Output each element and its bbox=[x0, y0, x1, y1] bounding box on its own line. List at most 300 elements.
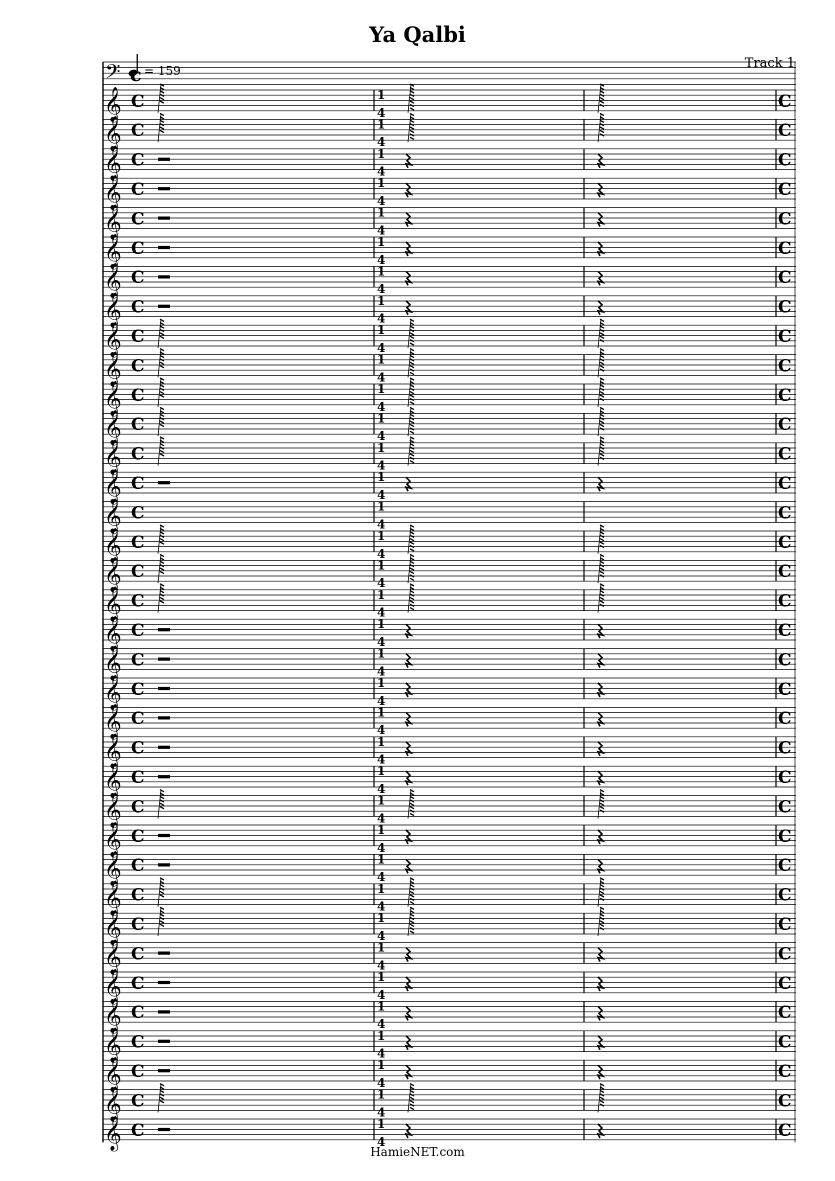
quarter-rest bbox=[406, 213, 411, 227]
note-flag bbox=[160, 454, 164, 456]
treble-clef-icon: 𝄞 bbox=[104, 410, 122, 446]
quarter-rest bbox=[598, 830, 603, 844]
note-flag bbox=[160, 1101, 164, 1103]
time-signature-top: 1 bbox=[377, 499, 386, 514]
time-signature: C bbox=[131, 1003, 145, 1024]
time-signature: C bbox=[131, 532, 145, 553]
time-signature-top: 1 bbox=[377, 705, 386, 720]
whole-rest bbox=[158, 481, 170, 484]
treble-clef-icon: 𝄞 bbox=[104, 674, 122, 710]
whole-rest bbox=[158, 952, 170, 955]
time-signature-top: 1 bbox=[377, 352, 386, 367]
treble-clef-icon: 𝄞 bbox=[104, 263, 122, 299]
note-flag bbox=[600, 450, 604, 452]
note-flag bbox=[410, 395, 414, 397]
quarter-rest bbox=[598, 183, 603, 197]
quarter-rest bbox=[406, 242, 411, 256]
quarter-rest bbox=[598, 977, 603, 991]
time-signature: C bbox=[778, 885, 792, 906]
time-signature: C bbox=[778, 915, 792, 935]
time-signature-bottom: 4 bbox=[377, 164, 386, 179]
treble-clef-icon: 𝄞 bbox=[104, 439, 122, 475]
note-flag bbox=[160, 891, 164, 893]
note-flag bbox=[160, 392, 164, 394]
time-signature: C bbox=[778, 1062, 792, 1082]
time-signature: C bbox=[778, 180, 792, 200]
time-signature: C bbox=[131, 415, 145, 436]
treble-clef-icon: 𝄞 bbox=[104, 616, 122, 651]
time-signature: C bbox=[778, 679, 792, 700]
time-signature: C bbox=[778, 562, 792, 583]
time-signature: C bbox=[778, 209, 792, 230]
whole-rest bbox=[158, 1069, 170, 1072]
time-signature: C bbox=[778, 385, 792, 406]
note-flag bbox=[410, 392, 414, 394]
time-signature-top: 1 bbox=[377, 235, 386, 249]
time-signature-top: 1 bbox=[377, 440, 386, 455]
whole-rest bbox=[158, 746, 170, 749]
quarter-rest bbox=[406, 742, 411, 756]
whole-rest bbox=[158, 275, 170, 278]
time-signature: C bbox=[778, 1003, 792, 1024]
time-signature: C bbox=[778, 1032, 792, 1053]
note-flag bbox=[160, 921, 164, 923]
treble-clef-icon: 𝄞 bbox=[104, 322, 122, 357]
time-signature: C bbox=[778, 709, 792, 730]
quarter-rest bbox=[598, 683, 603, 697]
treble-clef-icon: 𝄞 bbox=[104, 527, 122, 563]
time-signature-top: 1 bbox=[377, 411, 386, 426]
time-signature-bottom: 4 bbox=[377, 811, 386, 826]
note-flag bbox=[600, 454, 604, 456]
time-signature-bottom: 4 bbox=[377, 605, 386, 620]
time-signature-top: 1 bbox=[377, 293, 386, 308]
treble-clef-icon: 𝄞 bbox=[104, 704, 122, 740]
time-signature: C bbox=[778, 356, 792, 377]
treble-clef-icon: 𝄞 bbox=[104, 821, 122, 857]
treble-clef-icon: 𝄞 bbox=[104, 498, 122, 534]
whole-rest bbox=[158, 305, 170, 308]
time-signature-top: 1 bbox=[377, 764, 386, 779]
time-signature: C bbox=[131, 444, 145, 465]
quarter-rest bbox=[598, 948, 603, 962]
note-flag bbox=[600, 421, 604, 423]
note-flag bbox=[160, 568, 164, 570]
note-flag bbox=[600, 803, 604, 805]
note-flag bbox=[410, 450, 414, 452]
time-signature: c bbox=[130, 64, 142, 86]
time-signature: C bbox=[131, 327, 145, 347]
treble-clef-icon: 𝄞 bbox=[104, 380, 122, 416]
time-signature: C bbox=[131, 180, 145, 200]
note-flag bbox=[410, 336, 414, 338]
whole-rest bbox=[158, 1040, 170, 1043]
note-flag bbox=[410, 333, 414, 335]
time-signature-bottom: 4 bbox=[377, 635, 386, 649]
quarter-rest bbox=[598, 154, 603, 168]
time-signature: C bbox=[131, 797, 145, 818]
note-flag bbox=[600, 101, 604, 103]
quarter-rest bbox=[406, 1006, 411, 1020]
time-signature: C bbox=[131, 503, 145, 524]
time-signature: C bbox=[131, 1032, 145, 1053]
quarter-rest bbox=[406, 624, 411, 638]
note-flag bbox=[410, 366, 414, 368]
note-flag bbox=[410, 461, 414, 463]
note-flag bbox=[410, 137, 414, 139]
note-flag bbox=[410, 578, 414, 580]
note-flag bbox=[410, 542, 414, 544]
quarter-rest bbox=[406, 1124, 411, 1138]
time-signature-bottom: 4 bbox=[377, 1017, 386, 1032]
time-signature-top: 1 bbox=[377, 734, 386, 749]
quarter-rest bbox=[406, 771, 411, 785]
time-signature: C bbox=[778, 532, 792, 553]
whole-rest bbox=[158, 658, 170, 661]
quarter-rest bbox=[598, 654, 603, 668]
note-flag bbox=[410, 1097, 414, 1099]
time-signature: C bbox=[778, 826, 792, 847]
quarter-rest bbox=[406, 859, 411, 873]
note-flag bbox=[600, 895, 604, 897]
note-flag bbox=[410, 601, 414, 603]
note-flag bbox=[160, 336, 164, 338]
time-signature-top: 1 bbox=[377, 676, 386, 690]
time-signature: C bbox=[778, 650, 792, 671]
note-flag bbox=[410, 454, 414, 456]
treble-clef-icon: 𝄞 bbox=[104, 939, 122, 975]
treble-clef-icon: 𝄞 bbox=[104, 1086, 122, 1122]
time-signature: C bbox=[131, 591, 145, 612]
note-flag bbox=[160, 1097, 164, 1099]
time-signature-top: 1 bbox=[377, 617, 386, 632]
time-signature: C bbox=[778, 121, 792, 142]
quarter-rest bbox=[406, 154, 411, 168]
note-flag bbox=[160, 571, 164, 573]
time-signature-top: 1 bbox=[377, 970, 386, 984]
time-signature-top: 1 bbox=[377, 587, 386, 602]
time-signature-top: 1 bbox=[377, 1058, 386, 1073]
treble-clef-icon: 𝄞 bbox=[104, 733, 122, 769]
time-signature-top: 1 bbox=[377, 558, 386, 573]
page-title: Ya Qalbi bbox=[369, 22, 466, 47]
time-signature: C bbox=[131, 915, 145, 935]
time-signature: C bbox=[778, 474, 792, 494]
time-signature: C bbox=[131, 768, 145, 788]
note-flag bbox=[410, 101, 414, 103]
note-flag bbox=[410, 608, 414, 610]
quarter-rest bbox=[598, 1036, 603, 1050]
time-signature-top: 1 bbox=[377, 323, 386, 338]
bass-clef-icon: 𝄢 bbox=[105, 60, 121, 88]
time-signature-bottom: 4 bbox=[377, 223, 386, 238]
whole-rest bbox=[158, 628, 170, 631]
note-flag bbox=[600, 130, 604, 132]
time-signature: C bbox=[778, 738, 792, 759]
note-flag bbox=[410, 424, 414, 426]
time-signature-top: 1 bbox=[377, 382, 386, 396]
treble-clef-icon: 𝄞 bbox=[104, 763, 122, 798]
note-flag bbox=[600, 362, 604, 364]
whole-rest bbox=[158, 158, 170, 161]
time-signature: C bbox=[778, 621, 792, 641]
time-signature-bottom: 4 bbox=[377, 282, 386, 297]
time-signature-top: 1 bbox=[377, 646, 386, 661]
quarter-rest bbox=[406, 183, 411, 197]
treble-clef-icon: 𝄞 bbox=[104, 586, 122, 622]
whole-rest bbox=[158, 1128, 170, 1131]
note-flag bbox=[160, 424, 164, 426]
treble-clef-icon: 𝄞 bbox=[104, 116, 122, 152]
time-signature: C bbox=[131, 679, 145, 700]
quarter-rest bbox=[598, 1124, 603, 1138]
time-signature: C bbox=[131, 562, 145, 583]
time-signature: C bbox=[131, 650, 145, 671]
whole-rest bbox=[158, 1010, 170, 1013]
note-flag bbox=[410, 921, 414, 923]
time-signature: C bbox=[131, 738, 145, 759]
note-flag bbox=[600, 1101, 604, 1103]
note-flag bbox=[160, 421, 164, 423]
note-flag bbox=[410, 421, 414, 423]
time-signature-top: 1 bbox=[377, 470, 386, 485]
note-flag bbox=[410, 130, 414, 132]
quarter-rest bbox=[598, 301, 603, 315]
time-signature-bottom: 4 bbox=[377, 370, 386, 385]
time-signature-bottom: 4 bbox=[377, 1076, 386, 1090]
time-signature: C bbox=[778, 973, 792, 994]
whole-rest bbox=[158, 863, 170, 866]
track-label: Track 1 bbox=[744, 56, 795, 71]
time-signature-top: 1 bbox=[377, 793, 386, 808]
note-flag bbox=[410, 127, 414, 129]
note-flag bbox=[600, 921, 604, 923]
note-flag bbox=[160, 362, 164, 364]
quarter-rest bbox=[406, 683, 411, 697]
note-flag bbox=[600, 392, 604, 394]
note-flag bbox=[410, 813, 414, 815]
time-signature: C bbox=[131, 856, 145, 877]
time-signature-bottom: 4 bbox=[377, 1105, 386, 1120]
time-signature-bottom: 4 bbox=[377, 1134, 386, 1149]
time-signature-top: 1 bbox=[377, 852, 386, 867]
time-signature-bottom: 4 bbox=[377, 517, 386, 532]
time-signature: C bbox=[131, 973, 145, 994]
time-signature: C bbox=[778, 150, 792, 171]
quarter-rest bbox=[598, 742, 603, 756]
note-flag bbox=[410, 931, 414, 933]
time-signature-top: 1 bbox=[377, 911, 386, 926]
note-flag bbox=[410, 924, 414, 926]
quarter-rest bbox=[406, 712, 411, 726]
note-flag bbox=[600, 98, 604, 100]
treble-clef-icon: 𝄞 bbox=[104, 851, 122, 887]
time-signature: C bbox=[778, 297, 792, 318]
time-signature-top: 1 bbox=[377, 264, 386, 279]
note-flag bbox=[410, 362, 414, 364]
time-signature-bottom: 4 bbox=[377, 341, 386, 355]
time-signature: C bbox=[778, 856, 792, 877]
treble-clef-icon: 𝄞 bbox=[104, 86, 122, 122]
note-flag bbox=[410, 891, 414, 893]
note-flag bbox=[600, 807, 604, 809]
quarter-rest bbox=[406, 477, 411, 491]
note-flag bbox=[160, 803, 164, 805]
note-flag bbox=[160, 101, 164, 103]
time-signature: C bbox=[131, 1120, 145, 1141]
time-signature: C bbox=[778, 327, 792, 347]
time-signature: C bbox=[778, 91, 792, 112]
treble-clef-icon: 𝄞 bbox=[104, 557, 122, 593]
note-flag bbox=[160, 450, 164, 452]
note-flag bbox=[410, 98, 414, 100]
note-flag bbox=[160, 924, 164, 926]
treble-clef-icon: 𝄞 bbox=[104, 1027, 122, 1063]
time-signature-top: 1 bbox=[377, 940, 386, 955]
note-flag bbox=[600, 568, 604, 570]
note-flag bbox=[410, 902, 414, 904]
time-signature-top: 1 bbox=[377, 823, 386, 837]
time-signature-top: 1 bbox=[377, 146, 386, 161]
whole-rest bbox=[158, 187, 170, 190]
note-flag bbox=[600, 571, 604, 573]
time-signature-top: 1 bbox=[377, 88, 386, 102]
time-signature: C bbox=[131, 91, 145, 112]
note-flag bbox=[600, 1097, 604, 1099]
time-signature: C bbox=[778, 1120, 792, 1141]
treble-clef-icon: 𝄞 bbox=[104, 233, 122, 269]
note-flag bbox=[410, 549, 414, 551]
treble-clef-icon: 𝄞 bbox=[104, 1115, 122, 1151]
quarter-rest bbox=[598, 271, 603, 285]
whole-rest bbox=[158, 775, 170, 778]
time-signature-bottom: 4 bbox=[377, 399, 386, 414]
quarter-rest bbox=[406, 301, 411, 315]
note-flag bbox=[600, 333, 604, 335]
time-signature-bottom: 4 bbox=[377, 105, 386, 120]
time-signature: C bbox=[131, 268, 145, 289]
time-signature-bottom: 4 bbox=[377, 429, 386, 444]
time-signature-bottom: 4 bbox=[377, 664, 386, 679]
time-signature-bottom: 4 bbox=[377, 488, 386, 502]
note-flag bbox=[160, 333, 164, 335]
note-flag bbox=[160, 539, 164, 541]
time-signature: C bbox=[131, 885, 145, 906]
time-signature-bottom: 4 bbox=[377, 194, 386, 208]
time-signature-bottom: 4 bbox=[377, 311, 386, 326]
time-signature-top: 1 bbox=[377, 1028, 386, 1043]
time-signature-top: 1 bbox=[377, 999, 386, 1014]
time-signature-bottom: 4 bbox=[377, 458, 386, 473]
note-flag bbox=[410, 539, 414, 541]
time-signature: C bbox=[131, 826, 145, 847]
note-flag bbox=[160, 366, 164, 368]
note-flag bbox=[410, 372, 414, 374]
quarter-rest bbox=[406, 271, 411, 285]
quarter-rest bbox=[598, 859, 603, 873]
note-flag bbox=[600, 924, 604, 926]
note-flag bbox=[410, 1101, 414, 1103]
treble-clef-icon: 𝄞 bbox=[104, 145, 122, 181]
note-flag bbox=[600, 542, 604, 544]
note-flag bbox=[600, 601, 604, 603]
treble-clef-icon: 𝄞 bbox=[104, 880, 122, 916]
treble-clef-icon: 𝄞 bbox=[104, 292, 122, 328]
time-signature: C bbox=[131, 238, 145, 259]
time-signature: C bbox=[131, 150, 145, 171]
note-flag bbox=[600, 366, 604, 368]
treble-clef-icon: 𝄞 bbox=[104, 175, 122, 210]
whole-rest bbox=[158, 834, 170, 837]
note-flag bbox=[600, 597, 604, 599]
time-signature-bottom: 4 bbox=[377, 576, 386, 591]
time-signature: C bbox=[131, 709, 145, 730]
time-signature: C bbox=[778, 944, 792, 965]
time-signature-bottom: 4 bbox=[377, 693, 386, 708]
quarter-rest bbox=[406, 948, 411, 962]
time-signature: C bbox=[778, 415, 792, 436]
time-signature-bottom: 4 bbox=[377, 1046, 386, 1061]
time-signature-bottom: 4 bbox=[377, 546, 386, 561]
time-signature-bottom: 4 bbox=[377, 899, 386, 914]
quarter-rest bbox=[598, 624, 603, 638]
quarter-rest bbox=[406, 977, 411, 991]
time-signature: C bbox=[778, 444, 792, 465]
note-flag bbox=[160, 127, 164, 129]
time-signature: C bbox=[778, 238, 792, 259]
note-flag bbox=[410, 895, 414, 897]
tempo-value: = 159 bbox=[144, 64, 181, 78]
treble-clef-icon: 𝄞 bbox=[104, 469, 122, 504]
whole-rest bbox=[158, 217, 170, 220]
time-signature: C bbox=[131, 621, 145, 641]
time-signature: C bbox=[778, 1091, 792, 1112]
time-signature-bottom: 4 bbox=[377, 987, 386, 1002]
time-signature: C bbox=[131, 356, 145, 377]
quarter-rest bbox=[598, 213, 603, 227]
time-signature-top: 1 bbox=[377, 881, 386, 896]
note-flag bbox=[410, 108, 414, 110]
note-flag bbox=[160, 542, 164, 544]
time-signature-bottom: 4 bbox=[377, 252, 386, 267]
treble-clef-icon: 𝄞 bbox=[104, 910, 122, 945]
time-signature: C bbox=[131, 297, 145, 318]
note-flag bbox=[410, 571, 414, 573]
time-signature-bottom: 4 bbox=[377, 929, 386, 943]
quarter-rest bbox=[598, 477, 603, 491]
treble-clef-icon: 𝄞 bbox=[104, 645, 122, 681]
time-signature-top: 1 bbox=[377, 529, 386, 543]
note-flag bbox=[160, 98, 164, 100]
time-signature: C bbox=[778, 268, 792, 289]
note-flag bbox=[410, 807, 414, 809]
time-signature: C bbox=[131, 1062, 145, 1082]
note-flag bbox=[160, 807, 164, 809]
note-flag bbox=[160, 601, 164, 603]
time-signature: C bbox=[778, 768, 792, 788]
time-signature-top: 1 bbox=[377, 1087, 386, 1102]
time-signature: C bbox=[131, 209, 145, 230]
time-signature-bottom: 4 bbox=[377, 723, 386, 738]
whole-rest bbox=[158, 246, 170, 249]
time-signature-top: 1 bbox=[377, 1117, 386, 1131]
note-flag bbox=[410, 402, 414, 404]
quarter-rest bbox=[406, 654, 411, 668]
treble-clef-icon: 𝄞 bbox=[104, 204, 122, 240]
time-signature: C bbox=[131, 474, 145, 494]
time-signature-bottom: 4 bbox=[377, 958, 386, 973]
time-signature: C bbox=[131, 121, 145, 142]
